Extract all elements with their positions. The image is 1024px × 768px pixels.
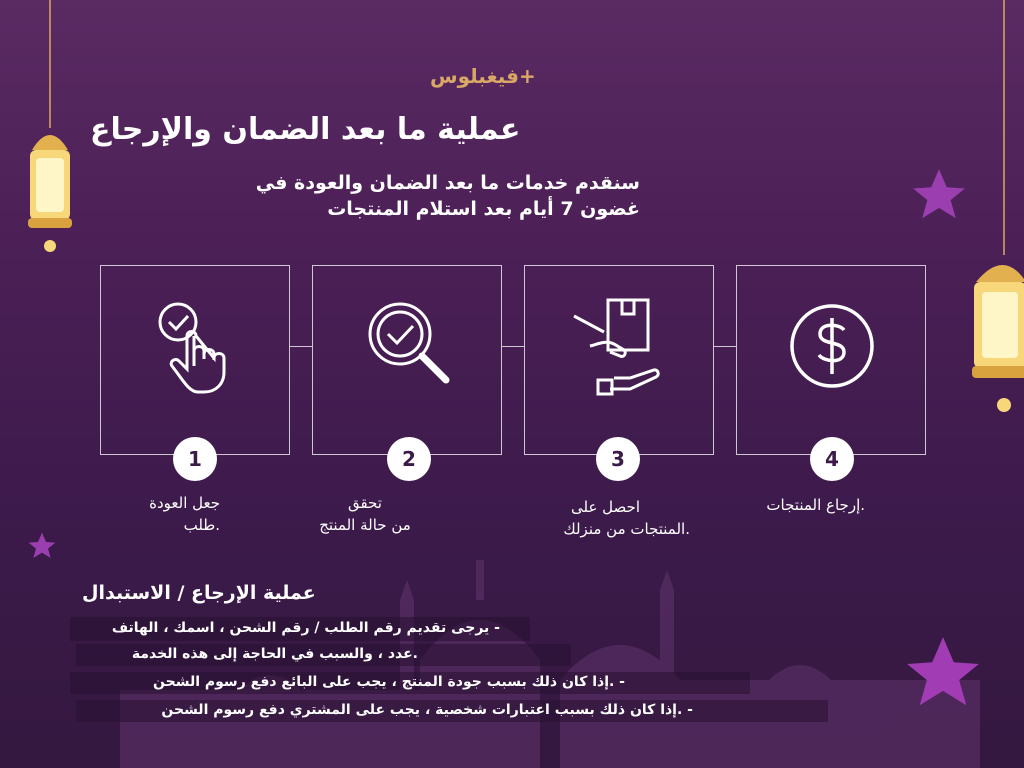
step-number-2: 2 <box>387 437 431 481</box>
connector-line <box>502 346 524 347</box>
step-label-3: احصل على .المنتجات من منزلك <box>563 498 690 538</box>
lantern-left-icon <box>18 0 82 260</box>
star-icon <box>26 530 58 562</box>
step-number-4: 4 <box>810 437 854 481</box>
step-label-1: جعل العودة .طلب <box>149 494 220 534</box>
step-label-2: تحقق من حالة المنتج <box>319 494 411 534</box>
step-card-4 <box>736 265 926 455</box>
rule-line-1: - يرجى تقديم رقم الطلب / رقم الشحن ، اسمك ، الهاتف <box>111 620 500 636</box>
step-label-4: .إرجاع المنتجات <box>766 496 865 514</box>
lantern-right-icon <box>966 0 1024 420</box>
subtitle-line-2: غضون 7 أيام بعد استلام المنتجات <box>327 198 640 220</box>
step-number-3: 3 <box>596 437 640 481</box>
returns-section-title: عملية الإرجاع / الاستبدال <box>82 582 316 604</box>
touch-check-icon <box>146 296 246 396</box>
step-card-1 <box>100 265 290 455</box>
subtitle-line-1: سنقدم خدمات ما بعد الضمان والعودة في <box>255 172 640 194</box>
connector-line <box>290 346 312 347</box>
step-card-2 <box>312 265 502 455</box>
step-card-3 <box>524 265 714 455</box>
star-icon <box>900 630 986 716</box>
delivery-box-icon <box>570 296 670 396</box>
rule-line-4: - .إذا كان ذلك بسبب اعتبارات شخصية ، يجب على المشتري دفع رسوم الشحن <box>161 702 693 718</box>
connector-line <box>714 346 736 347</box>
brand-logo-text: فيغبلوس+ <box>430 64 536 88</box>
star-icon <box>908 164 970 226</box>
rule-line-2: .عدد ، والسبب في الحاجة إلى هذه الخدمة <box>131 646 418 662</box>
dollar-icon <box>782 296 882 396</box>
page-subtitle <box>190 170 640 222</box>
step-number-1: 1 <box>173 437 217 481</box>
rule-line-3: - .إذا كان ذلك بسبب جودة المنتج ، يجب على البائع دفع رسوم الشحن <box>153 674 625 690</box>
page-title: عملية ما بعد الضمان والإرجاع <box>90 112 521 147</box>
magnifier-check-icon <box>358 296 458 396</box>
